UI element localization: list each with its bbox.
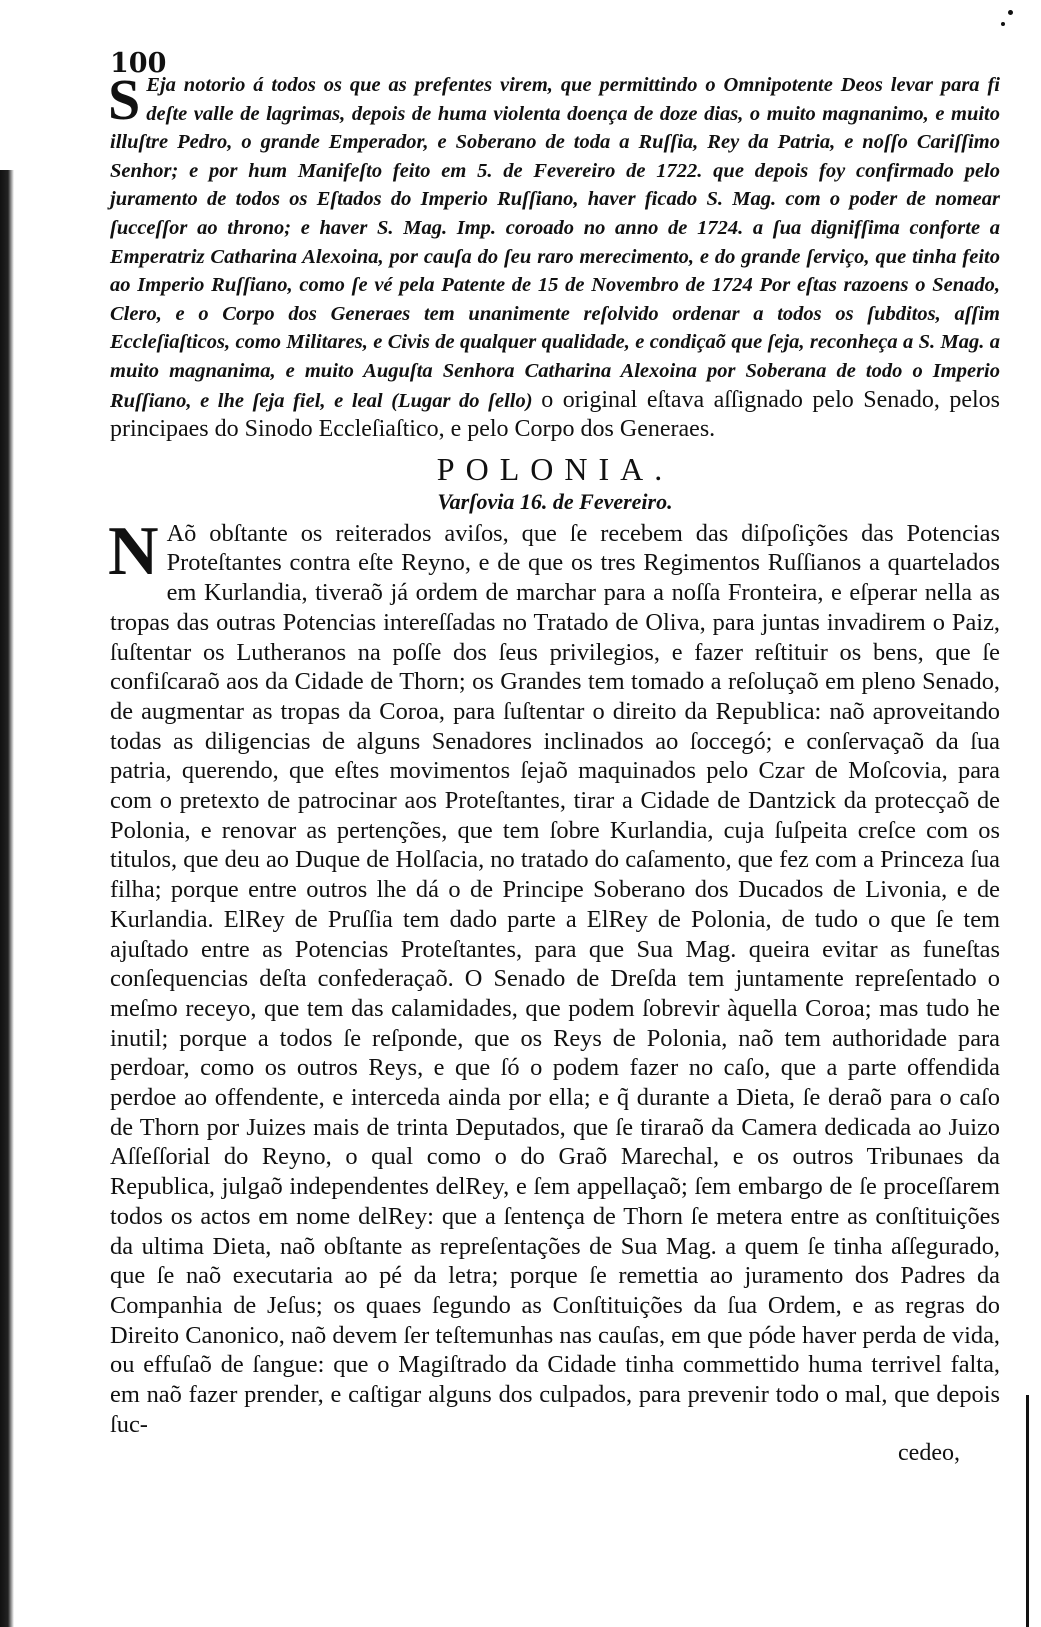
- ink-mark: [1001, 22, 1005, 26]
- section-title: POLONIA.: [436, 450, 674, 487]
- article-text: Aõ obſtante os reiterados aviſos, que ſe recebem das diſpoſições das Potencias Proteſtantes contra eſte Reyno, e de que os tres Regimentos Ruſſianos a quartelados em Kurlandia, tiveraõ já ordem de marchar para a noſſa Fronteira, e eſperar nella as tropas das outras Potencias intereſſadas no Tratado de Oliva, para juntas invadirem o Paiz, ſuſtentar os Lutheranos na poſſe dos ſeus privilegios, e fazer reſtituir os bens, que ſe confiſcaraõ aos da Cidade de Thorn; os Grandes tem tomado a reſoluçaõ em pleno Senado, de augmentar as tropas da Coroa, para ſuſtentar o direito da Republica: naõ aproveitando todas as diligencias de alguns Senadores inclinados ao ſoccegó; e conſervaçaõ da ſua patria, querendo, que eſtes movimentos ſejaõ maquinados pelo Czar de Moſcovia, para com o pretexto de patrocinar aos Proteſtantes, tirar a Cidade de Dantzick da protecçaõ de Polonia, e renovar as pertenções, que tem ſobre Kurlandia, cuja ſuſpeita creſce com os titulos, que deu ao Duque de Holſacia, no tratado do caſamento, que fez com a Princeza ſua filha; porque entre outros lhe dá o de Principe Soberano dos Ducados de Livonia, e de Kurlandia. ElRey de Pruſſia tem dado parte a ElRey de Polonia, de tudo o que ſe tem ajuſtado entre as Potencias Proteſtantes, para que Sua Mag. queira evitar as funeſtas conſequencias deſta confederaçaõ. O Senado de Dreſda tem juntamente repreſentado o meſmo receyo, que tem das calamidades, que podem ſobrevir àquella Coroa; mas tudo he inutil; porque a todos ſe reſponde, que os Reys de Polonia, naõ tem authoridade para perdoar, como os outros Reys, e que ſó o podem fazer no caſo, que a parte offendida perdoe ao offendente, e interceda ainda por ella; e q̃ durante a Dieta, ſe deraõ para o caſo de Thorn por Juizes mais de trinta Deputados, que ſe tiraraõ da Camera dedicada ao Juizo Aſſeſſorial do Reyno, o qual como o do Graõ Marechal, e os outros Tribunaes da Republica, julgaõ independentes delRey, e ſem appellaçaõ; ſem embargo de ſe proceſſarem todos os actos em nome delRey: que a ſentença de Thorn ſe metera entre as conſtituições da ultima Dieta, naõ obſtante as repreſentações de Sua Mag. a quem ſe tinha aſſegurado, que ſe naõ executaria ao pé da letra; porque ſe remettia ao juramento dos Padres da Companhia de Jeſus; os quaes ſegundo as Conſtituições da ſua Ordem, e as regras do Direito Canonico, naõ devem ſer teſtemunhas nas cauſas, em que póde haver perda de vida, ou effuſaõ de ſangue: que o Magiſtrado da Cidade tinha commettido huma terrivel falta, em naõ fazer prender, e caſtigar alguns dos culpados, para prevenir todo o mal, que depois ſuc-: [110, 519, 1000, 1438]
- decree-seal-note: (Lugar do ſello): [391, 389, 533, 412]
- article-dropcap: N: [108, 512, 159, 590]
- decree-italic-text: Eja notorio á todos os que as prefentes virem, que permittindo o Omnipotente Deos levar para fi deſte valle de lagrimas, depois de huma violenta doença de doze dias, o muito magnanimo, e muito illuſtre Pedro, o grande Emperador, e Soberano de toda a Ruſſia, Rey da Patria, e noſſo Cariſſimo Senhor; e por hum Manifeſto feito em 5. de Fevereiro de 1722. que depois foy confirmado pelo juramento de todos os Eſtados do Imperio Ruſſiano, haver ficado S. Mag. com o poder de nomear ſucceſſor ao throno; e haver S. Mag. Imp. coroado no anno de 1724. a ſua dignifſima conforte a Emperatriz Catharina Alexoina, por cauſa do ſeu raro merecimento, e do grande ſerviço, que tinha feito ao Imperio Ruſſiano, como ſe vé pela Patente de 15 de Novembro de 1724 Por eſtas razoens o Senado, Clero, e o Corpo dos Generaes tem unanimente reſolvido ordenar a todos os ſubditos, aſſim Eccleſiaſticos, como Militares, e Civis de qualquer qualidade, e condiçaõ que ſeja, reconheça a S. Mag. a muito magnanima, e muito Auguſta Senhora Catharina Alexoina por Soberana de todo o Imperio Ruſſiano, e lhe ſeja fiel, e leal: [110, 74, 1000, 412]
- page-content: [110, 50, 1000, 1467]
- russian-decree-paragraph: [108, 67, 1001, 445]
- binding-shadow: [0, 170, 14, 1627]
- page-edge-rule: [1026, 1395, 1029, 1627]
- decree-dropcap: S: [108, 67, 141, 132]
- article-paragraph: [108, 512, 1000, 1440]
- ink-mark: [1008, 10, 1013, 15]
- decree-roman-text: o original eſtava aſſignado pelo Senado, pelos principaes do Sinodo Eccleſiaſtico, e pelo Corpo dos Generaes.: [110, 386, 1001, 443]
- dateline: Varſovia 16. de Fevereiro.: [437, 488, 673, 514]
- page-number: 100: [110, 48, 167, 79]
- catchword: cedeo,: [898, 1439, 960, 1466]
